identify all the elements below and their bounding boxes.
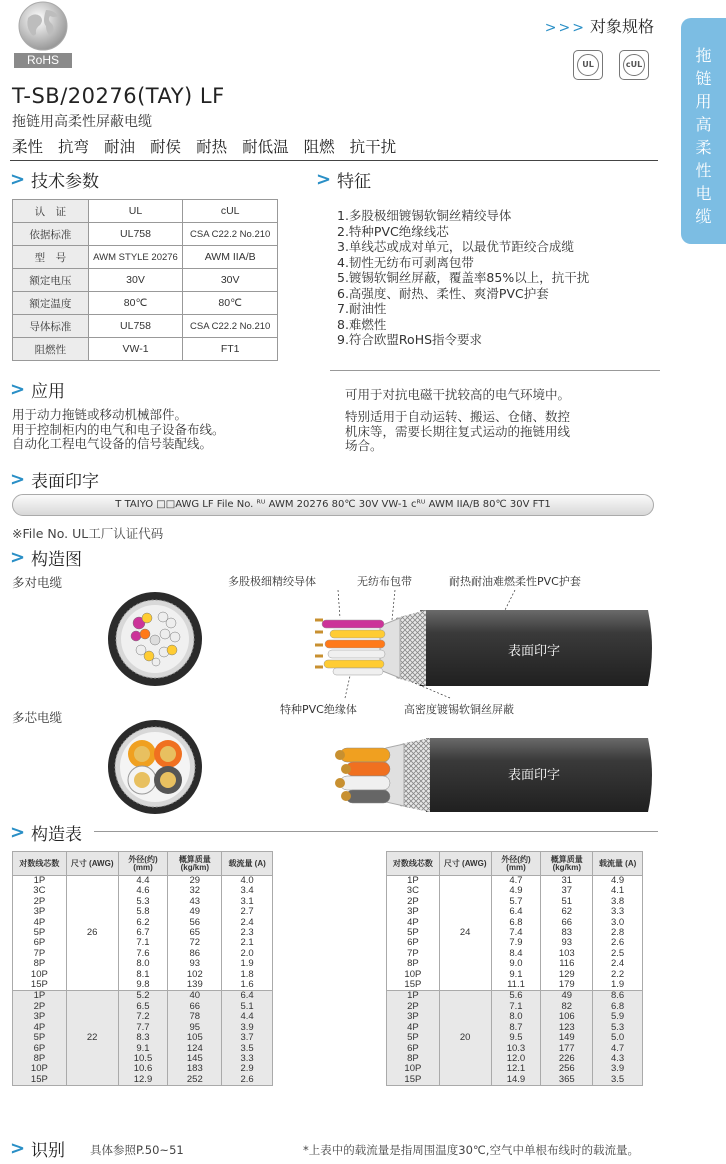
pairs-cell: 15P [387,980,440,991]
od-cell: 8.3 [118,1033,168,1043]
weight-cell: 62 [541,907,593,917]
weight-cell: 78 [168,1012,222,1022]
weight-cell: 31 [541,876,593,887]
text-line: 机床等，需要长期往复式运动的拖链用线 [345,423,571,439]
table-row [13,338,278,361]
current-cell: 5.9 [593,1012,643,1022]
multi-pair-cable-illustration-icon [300,590,656,710]
col-header-size: 尺寸 (AWG) [439,852,491,876]
weight-cell: 256 [541,1064,593,1074]
chevron-right-icon: > [10,1138,26,1159]
weight-cell: 102 [168,970,222,980]
od-cell: 7.9 [491,938,541,948]
identification-ref: 具体参照P.50~51 [90,1143,184,1157]
globe-logo-icon [14,0,72,52]
pairs-cell: 2P [387,897,440,907]
multi-core-cross-section-icon [106,718,204,816]
section-title: 技术参数 [31,172,99,192]
current-cell: 4.7 [593,1044,643,1054]
weight-cell: 149 [541,1033,593,1043]
construction-table-right [386,851,643,1086]
col-header-current: 载流量 (A) [593,852,643,876]
label-conductor: 多股极细精绞导体 [228,575,316,588]
awg-cell: 20 [439,991,491,1086]
od-cell: 6.5 [118,1002,168,1012]
weight-cell: 103 [541,949,593,959]
od-cell: 6.8 [491,918,541,928]
weight-cell: 183 [168,1064,222,1074]
cul-value: FT1 [183,338,278,361]
weight-cell: 93 [168,959,222,969]
multi-core-caption: 多芯电缆 [12,710,63,725]
od-cell: 9.0 [491,959,541,969]
current-cell: 4.1 [593,886,643,896]
od-cell: 9.8 [118,980,168,991]
application-text-left [12,408,225,452]
pairs-cell: 4P [13,918,67,928]
od-cell: 10.5 [118,1054,168,1064]
pairs-cell: 4P [13,1023,67,1033]
application-text-right-1: 可用于对抗电磁干扰较高的电气环境中。 [345,387,571,402]
od-cell: 10.6 [118,1064,168,1074]
od-cell: 7.1 [491,1002,541,1012]
od-cell: 7.6 [118,949,168,959]
current-cell: 2.8 [593,928,643,938]
current-cell: 3.3 [593,907,643,917]
od-cell: 12.1 [491,1064,541,1074]
application-text-right-2 [345,410,635,454]
features-list [337,208,589,348]
table-row [13,246,278,269]
current-cell: 5.0 [593,1033,643,1043]
text-line: 自动化工程电气设备的信号装配线。 [12,436,213,451]
current-cell: 3.5 [222,1044,273,1054]
pairs-cell: 3P [387,1012,440,1022]
current-cell: 2.9 [222,1064,273,1074]
cul-value: AWM IIA/B [183,246,278,269]
current-cell: 3.9 [222,1023,273,1033]
cul-value: CSA C22.2 No.210 [183,315,278,338]
weight-cell: 56 [168,918,222,928]
object-spec-label: 对象规格 [589,17,654,36]
pairs-cell: 2P [13,897,67,907]
weight-cell: 177 [541,1044,593,1054]
weight-cell: 123 [541,1023,593,1033]
weight-cell: 93 [541,938,593,948]
awg-cell: 24 [439,876,491,991]
awg-cell: 26 [66,876,118,991]
param-key: 额定温度 [13,292,89,315]
weight-cell: 95 [168,1023,222,1033]
pairs-cell: 15P [13,980,67,991]
cul-value: cUL [183,200,278,223]
structure-heading [10,545,82,570]
col-header-current: 载流量 (A) [222,852,273,876]
pairs-cell: 6P [387,1044,440,1054]
text-line: 特别适用于自动运转、搬运、仓储、数控 [345,409,571,424]
current-cell: 3.1 [222,897,273,907]
keyword: 耐油 [104,138,136,156]
weight-cell: 72 [168,938,222,948]
pairs-cell: 4P [387,1023,440,1033]
od-cell: 5.2 [118,991,168,1002]
multi-core-cable-illustration-icon [326,736,656,814]
current-cell: 2.1 [222,938,273,948]
ul-file-note: ※File No. UL工厂认证代码 [12,526,164,541]
current-cell: 3.5 [593,1075,643,1086]
current-cell: 6.4 [222,991,273,1002]
weight-cell: 145 [168,1054,222,1064]
pairs-cell: 6P [13,938,67,948]
section-title: 构造表 [31,825,82,845]
table-row [387,1033,643,1043]
ul-value: 30V [88,269,183,292]
table-row [13,292,278,315]
current-cell: 1.9 [593,980,643,991]
pairs-cell: 4P [387,918,440,928]
features-heading [316,167,371,192]
current-cell: 2.5 [593,949,643,959]
pairs-cell: 3P [13,907,67,917]
od-cell: 4.4 [118,876,168,887]
ul-value: 80℃ [88,292,183,315]
od-cell: 12.0 [491,1054,541,1064]
weight-cell: 40 [168,991,222,1002]
table-row [13,980,273,991]
od-cell: 6.2 [118,918,168,928]
col-header-size: 尺寸 (AWG) [66,852,118,876]
weight-cell: 365 [541,1075,593,1086]
current-cell: 3.7 [222,1033,273,1043]
list-item: 7.耐油性 [337,301,387,316]
od-cell: 7.1 [118,938,168,948]
current-footnote: *上表中的载流量是指周围温度30℃,空气中单根布线时的载流量。 [303,1143,639,1157]
pairs-cell: 5P [13,1033,67,1043]
identification-heading [10,1136,65,1161]
keyword: 耐侯 [150,138,182,156]
param-key: 依据标准 [13,223,89,246]
pairs-cell: 7P [13,949,67,959]
list-item: 2.特种PVC绝缘线芯 [337,223,449,239]
current-cell: 3.3 [222,1054,273,1064]
chevron-right-icon: > [316,169,332,190]
current-cell: 1.8 [222,970,273,980]
weight-cell: 124 [168,1044,222,1054]
tech-params-table [12,199,278,361]
ul-cert-text: UL [577,54,599,76]
weight-cell: 49 [541,991,593,1002]
table-row [13,269,278,292]
current-cell: 2.4 [593,959,643,969]
pairs-cell: 3P [13,1012,67,1022]
cable-marking-strip: T TAIYO □□AWG LF File No. ᴿᵁ AWM 20276 80℃ 30V VW-1 cᴿᵁ AWM IIA/B 80℃ 30V FT1 [12,494,654,516]
current-cell: 2.6 [593,938,643,948]
weight-cell: 86 [168,949,222,959]
pairs-cell: 2P [13,1002,67,1012]
current-cell: 3.8 [593,897,643,907]
construction-table-left [12,851,273,1086]
table-row [13,1075,273,1086]
pairs-cell: 10P [387,970,440,980]
pairs-cell: 2P [387,1002,440,1012]
pairs-cell: 15P [13,1075,67,1086]
chevron-right-icon: > [10,169,26,190]
ul-value: UL758 [88,315,183,338]
tech-params-heading [10,167,99,192]
list-item: 3.单线芯或成对单元，以最优节距绞合成缆 [337,239,574,254]
chevron-right-icon: > [10,822,26,843]
category-tab-label: 拖链用高柔性电缆 [695,46,712,226]
keyword: 耐热 [196,138,228,156]
current-cell: 1.6 [222,980,273,991]
weight-cell: 65 [168,928,222,938]
weight-cell: 252 [168,1075,222,1086]
triple-arrow-icon: >>> [544,20,586,36]
weight-cell: 106 [541,1012,593,1022]
cul-value: 30V [183,269,278,292]
text-line: 用于控制柜内的电气和电子设备布线。 [12,421,225,437]
keyword: 抗弯 [58,138,90,156]
current-cell: 2.6 [222,1075,273,1086]
keyword: 阻燃 [303,138,335,156]
weight-cell: 82 [541,1002,593,1012]
product-model: T-SB/20276(TAY) LF [12,84,225,108]
od-cell: 11.1 [491,980,541,991]
label-tape: 无纺布包带 [357,575,412,588]
current-cell: 1.9 [222,959,273,969]
pairs-cell: 6P [387,938,440,948]
cul-cert-text: cUL [623,54,645,76]
pairs-cell: 8P [13,1054,67,1064]
section-title: 构造图 [31,550,82,570]
list-item: 8.难燃性 [337,316,387,332]
section-title: 表面印字 [31,472,99,492]
od-cell: 6.4 [491,907,541,917]
table-row [387,980,643,991]
current-cell: 6.8 [593,1002,643,1012]
section-title: 特征 [337,172,371,192]
current-cell: 4.0 [222,876,273,887]
od-cell: 5.6 [491,991,541,1002]
pairs-cell: 8P [13,959,67,969]
construction-table-heading [10,820,82,845]
current-cell: 3.4 [222,886,273,896]
list-item: 6.高强度、耐热、柔性、爽滑PVC护套 [337,285,549,301]
multi-pair-cross-section-icon [106,590,204,688]
keyword: 耐低温 [242,138,289,156]
col-header-pairs: 对数线芯数 [13,852,67,876]
od-cell: 8.1 [118,970,168,980]
section-title: 识别 [31,1141,65,1161]
od-cell: 6.7 [118,928,168,938]
pairs-cell: 6P [13,1044,67,1054]
table-row [387,1075,643,1086]
od-cell: 5.3 [118,897,168,907]
weight-cell: 66 [168,1002,222,1012]
od-cell: 4.7 [491,876,541,887]
current-cell: 4.3 [593,1054,643,1064]
od-cell: 8.0 [118,959,168,969]
category-tab[interactable] [681,18,726,244]
list-item: 5.镀锡软铜丝屏蔽，覆盖率85%以上，抗干扰 [337,270,590,285]
weight-cell: 32 [168,886,222,896]
pairs-cell: 3P [387,907,440,917]
marking-heading [10,467,99,492]
text-line: 场合。 [345,438,383,453]
weight-cell: 49 [168,907,222,917]
keyword: 抗干扰 [349,138,397,156]
col-header-weight: 概算质量 (kg/km) [541,852,593,876]
od-cell: 7.7 [118,1023,168,1033]
od-cell: 8.7 [491,1023,541,1033]
od-cell: 9.1 [491,970,541,980]
list-item: 9.符合欧盟RoHS指令要求 [337,332,483,347]
param-key: 认 证 [13,200,89,223]
ul-value: UL [88,200,183,223]
od-cell: 7.2 [118,1012,168,1022]
weight-cell: 226 [541,1054,593,1064]
od-cell: 9.1 [118,1044,168,1054]
od-cell: 10.3 [491,1044,541,1054]
ul-value: VW-1 [88,338,183,361]
surface-print-label-1: 表面印字 [508,644,561,659]
section-title: 应用 [31,382,65,402]
pairs-cell: 8P [387,959,440,969]
od-cell: 8.4 [491,949,541,959]
current-cell: 4.9 [593,876,643,887]
current-cell: 5.1 [222,1002,273,1012]
current-cell: 2.3 [222,928,273,938]
weight-cell: 37 [541,886,593,896]
od-cell: 5.8 [118,907,168,917]
table-row [13,1033,273,1043]
current-cell: 3.9 [593,1064,643,1074]
chevron-right-icon: > [10,469,26,490]
cul-value: 80℃ [183,292,278,315]
current-cell: 5.3 [593,1023,643,1033]
pairs-cell: 5P [387,928,440,938]
current-cell: 2.4 [222,918,273,928]
current-cell: 4.4 [222,1012,273,1022]
pairs-cell: 3C [13,886,67,896]
weight-cell: 29 [168,876,222,887]
divider [94,831,658,832]
pairs-cell: 1P [13,991,67,1002]
current-cell: 2.2 [593,970,643,980]
table-row [13,223,278,246]
label-insulation: 特种PVC绝缘体 [280,703,357,716]
table-row [13,200,278,223]
param-key: 阻燃性 [13,338,89,361]
pairs-cell: 10P [387,1064,440,1074]
col-header-od: 外径(约) (mm) [491,852,541,876]
current-cell: 2.7 [222,907,273,917]
chevron-right-icon: > [10,379,26,400]
col-header-pairs: 对数线芯数 [387,852,440,876]
weight-cell: 129 [541,970,593,980]
pairs-cell: 15P [387,1075,440,1086]
pairs-cell: 1P [387,991,440,1002]
current-cell: 8.6 [593,991,643,1002]
col-header-weight: 概算质量 (kg/km) [168,852,222,876]
weight-cell: 43 [168,897,222,907]
application-heading [10,377,65,402]
object-spec-heading [545,14,654,37]
od-cell: 5.7 [491,897,541,907]
pairs-cell: 3C [387,886,440,896]
divider [330,370,660,371]
weight-cell: 51 [541,897,593,907]
weight-cell: 179 [541,980,593,991]
chevron-right-icon: > [10,547,26,568]
od-cell: 7.4 [491,928,541,938]
surface-print-label-2: 表面印字 [508,768,561,783]
keyword: 柔性 [12,138,44,156]
ul-value: UL758 [88,223,183,246]
cul-cert-icon [619,50,649,80]
pairs-cell: 7P [387,949,440,959]
divider [10,160,658,161]
list-item: 4.韧性无纺布可剥离包带 [337,254,474,270]
current-cell: 2.0 [222,949,273,959]
od-cell: 12.9 [118,1075,168,1086]
od-cell: 8.0 [491,1012,541,1022]
rohs-badge: RoHS [14,53,72,68]
pairs-cell: 5P [387,1033,440,1043]
weight-cell: 105 [168,1033,222,1043]
pairs-cell: 1P [387,876,440,887]
awg-cell: 22 [66,991,118,1086]
od-cell: 4.9 [491,886,541,896]
pairs-cell: 5P [13,928,67,938]
od-cell: 9.5 [491,1033,541,1043]
feature-keywords [12,135,396,157]
ul-cert-icon [573,50,603,80]
weight-cell: 139 [168,980,222,991]
text-line: 用于动力拖链或移动机械部件。 [12,407,188,422]
product-subtitle: 拖链用高柔性屏蔽电缆 [12,114,152,130]
pairs-cell: 8P [387,1054,440,1064]
pairs-cell: 10P [13,970,67,980]
table-row [13,315,278,338]
cul-value: CSA C22.2 No.210 [183,223,278,246]
param-key: 导体标准 [13,315,89,338]
col-header-od: 外径(约) (mm) [118,852,168,876]
label-jacket: 耐热耐油难燃柔性PVC护套 [449,575,581,588]
list-item: 1.多股极细镀锡软铜丝精绞导体 [337,208,512,223]
param-key: 额定电压 [13,269,89,292]
pairs-cell: 10P [13,1064,67,1074]
od-cell: 14.9 [491,1075,541,1086]
weight-cell: 116 [541,959,593,969]
ul-value: AWM STYLE 20276 [88,246,183,269]
weight-cell: 66 [541,918,593,928]
label-shield: 高密度镀锡软铜丝屏蔽 [404,703,514,716]
param-key: 型 号 [13,246,89,269]
weight-cell: 83 [541,928,593,938]
pairs-cell: 1P [13,876,67,887]
od-cell: 4.6 [118,886,168,896]
current-cell: 3.0 [593,918,643,928]
multi-pair-caption: 多对电缆 [12,575,63,590]
